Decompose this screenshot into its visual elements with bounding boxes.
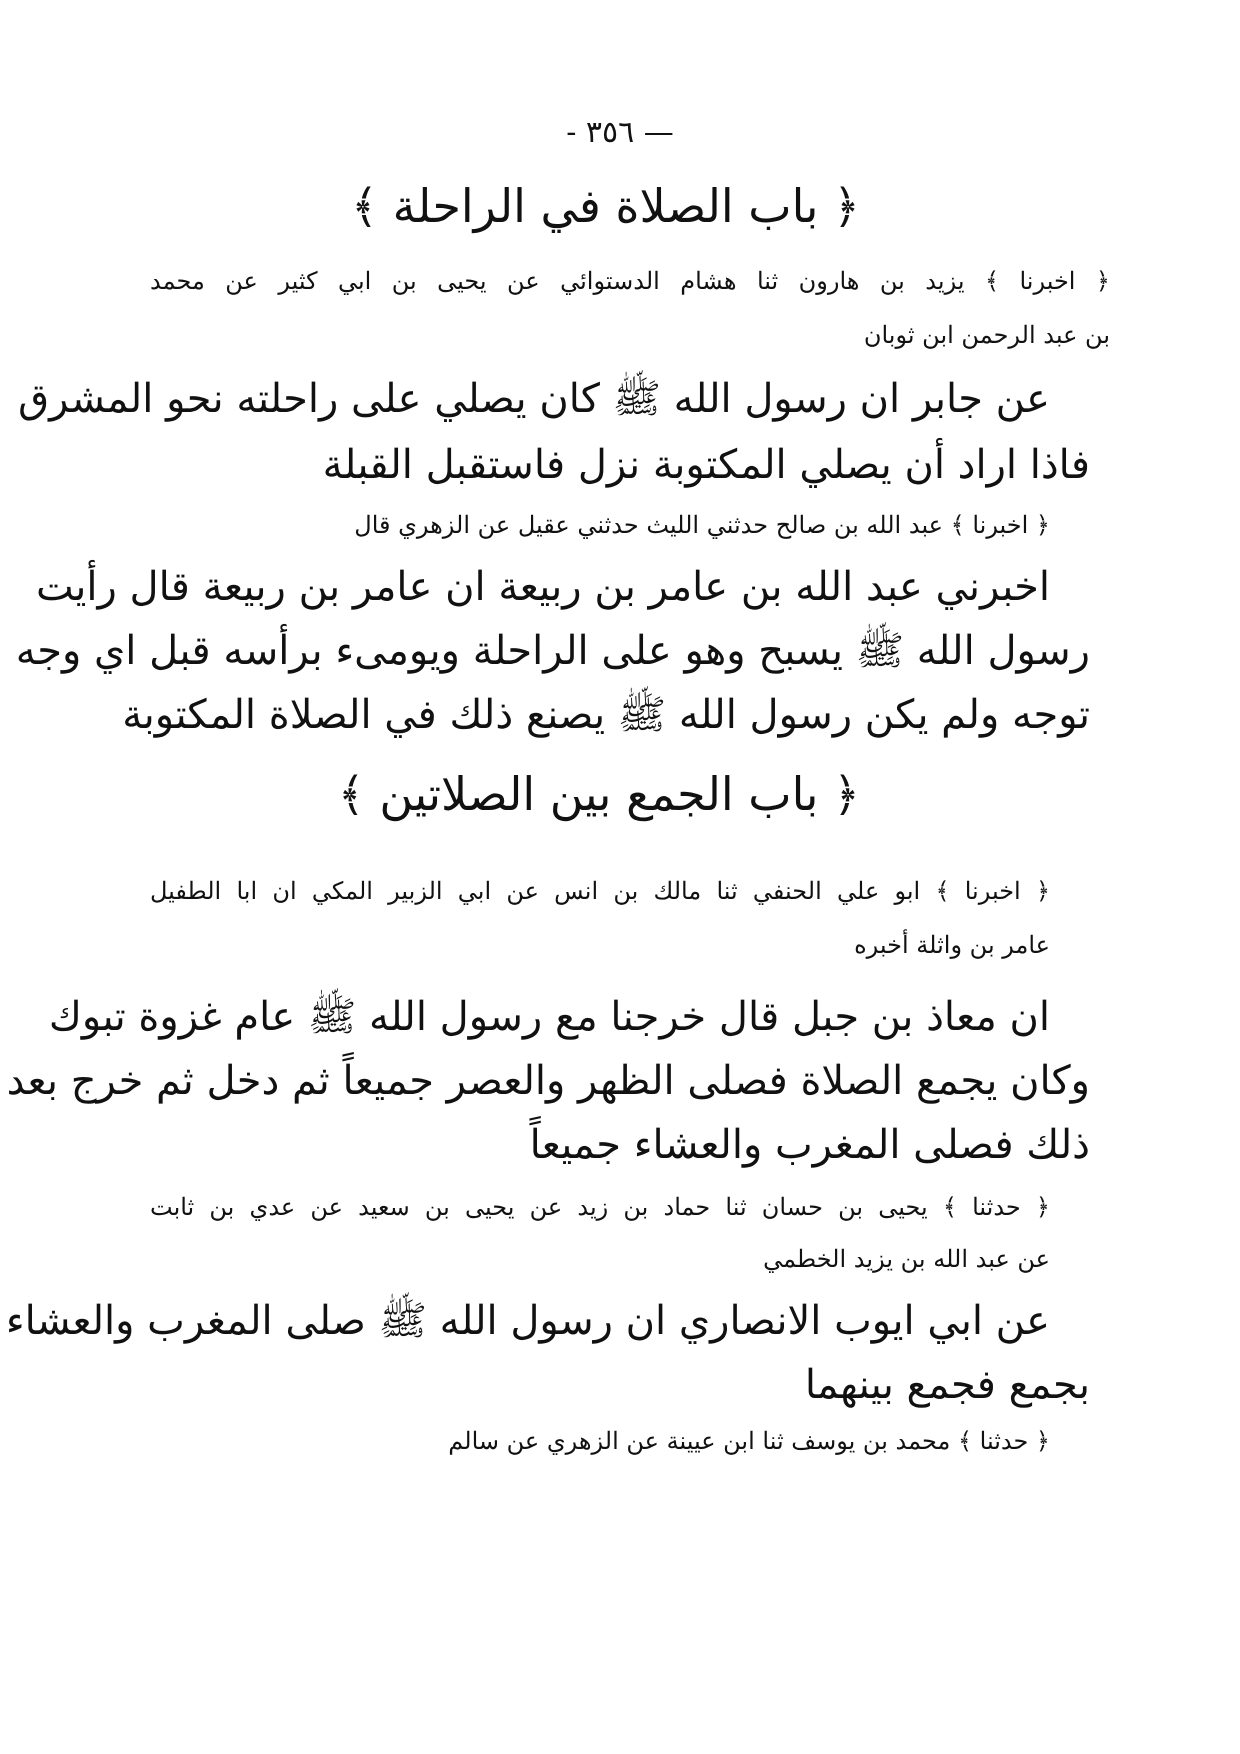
isnad-line: عن عبد الله بن يزيد الخطمي (763, 1245, 1050, 1273)
page-number: — ٣٥٦ - (566, 115, 674, 150)
hadith-text-line: ذلك فصلى المغرب والعشاء جميعاً (529, 1122, 1090, 1168)
isnad-line: ﴿ حدثنا ﴾ يحيى بن حسان ثنا حماد بن زيد عن يحيى بن سعيد عن عدي بن ثابت (150, 1193, 1050, 1221)
hadith-text-line: رسول الله ﷺ يسبح وهو على الراحلة ويومىء برأسه قبل اي وجه (15, 628, 1090, 674)
chapter-heading-prayer-on-mount: ﴿ باب الصلاة في الراحلة ﴾ (351, 179, 860, 233)
isnad-line: ﴿ اخبرنا ﴾ عبد الله بن صالح حدثني الليث حدثني عقيل عن الزهري قال (354, 511, 1050, 539)
hadith-text-line: بجمع فجمع بينهما (804, 1362, 1090, 1408)
isnad-line: بن عبد الرحمن ابن ثوبان (863, 321, 1110, 349)
chapter-heading-combining-prayers: ﴿ باب الجمع بين الصلاتين ﴾ (337, 767, 860, 821)
hadith-text-line: عن جابر ان رسول الله ﷺ كان يصلي على راحلته نحو المشرق (18, 376, 1050, 422)
hadith-text-line: اخبرني عبد الله بن عامر بن ربيعة ان عامر بن ربيعة قال رأيت (35, 564, 1050, 610)
isnad-line: عامر بن واثلة أخبره (854, 931, 1050, 959)
hadith-text-line: ان معاذ بن جبل قال خرجنا مع رسول الله ﷺ عام غزوة تبوك (48, 994, 1050, 1040)
isnad-line: ﴿ اخبرنا ﴾ يزيد بن هارون ثنا هشام الدستوائي عن يحيى بن ابي كثير عن محمد (150, 267, 1110, 295)
isnad-line: ﴿ اخبرنا ﴾ ابو علي الحنفي ثنا مالك بن انس عن ابي الزبير المكي ان ابا الطفيل (150, 877, 1050, 905)
hadith-text-line: فاذا اراد أن يصلي المكتوبة نزل فاستقبل القبلة (322, 442, 1090, 488)
hadith-text-line: توجه ولم يكن رسول الله ﷺ يصنع ذلك في الصلاة المكتوبة (122, 692, 1090, 738)
hadith-text-line: عن ابي ايوب الانصاري ان رسول الله ﷺ صلى المغرب والعشاء (5, 1298, 1050, 1344)
isnad-line: ﴿ حدثنا ﴾ محمد بن يوسف ثنا ابن عيينة عن الزهري عن سالم (448, 1427, 1050, 1455)
hadith-text-line: وكان يجمع الصلاة فصلى الظهر والعصر جميعاً ثم دخل ثم خرج بعد (6, 1058, 1090, 1104)
